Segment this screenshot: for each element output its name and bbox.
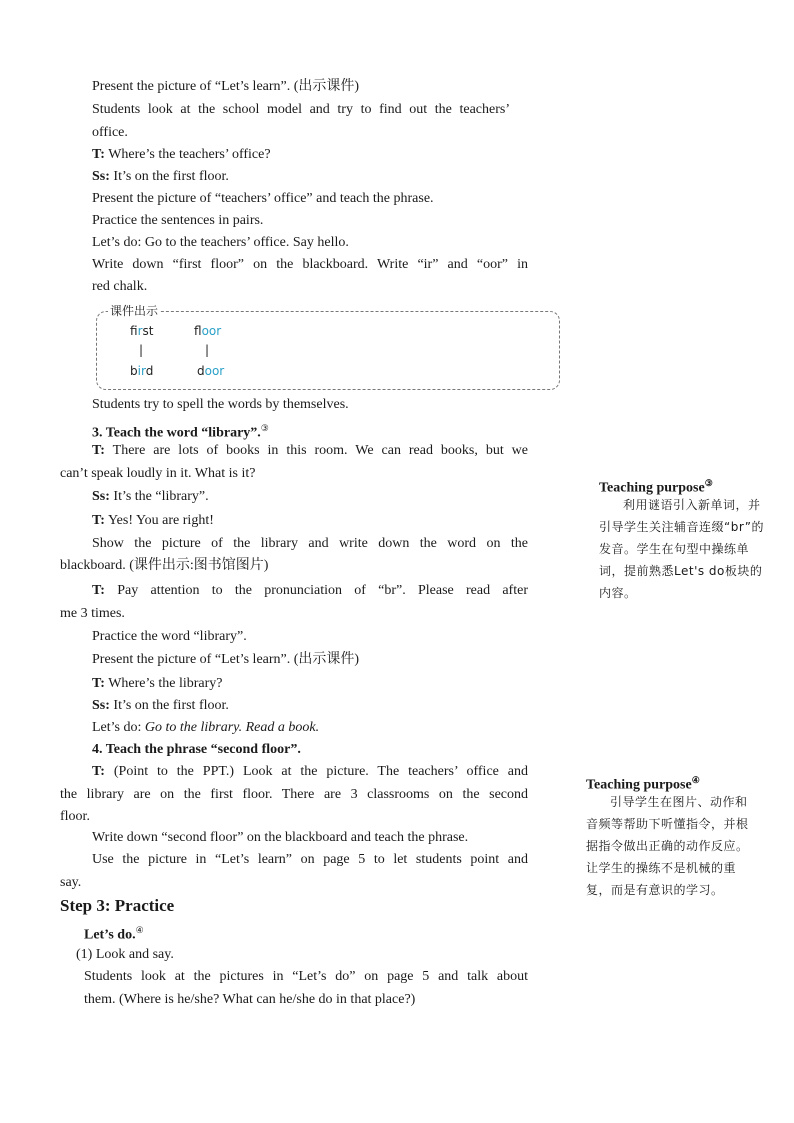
- text-line: office.: [92, 125, 128, 140]
- text-line: Write down “second floor” on the blackboard and teach the phrase.: [92, 830, 469, 845]
- text-line: can’t speak loudly in it. What is it?: [60, 466, 256, 481]
- dialogue-line: [92, 442, 528, 460]
- text-line: floor.: [60, 809, 90, 824]
- word-first: first: [130, 324, 154, 338]
- courseware-box: [96, 311, 560, 390]
- speaker: Ss:: [92, 489, 110, 504]
- utterance: Pay attention to the pronunciation of “br”. Please read after: [104, 583, 528, 598]
- dialogue-line: [92, 146, 271, 164]
- word-floor: floor: [194, 324, 222, 338]
- text-line: Present the picture of “Let’s learn”. (出示课件): [92, 79, 360, 94]
- teaching-purpose-body: 利用谜语引入新单词，并引导学生关注辅音连缀“br”的发音。学生在句型中操练单词，提前熟悉Let's do板块的内容。: [599, 498, 764, 600]
- step-heading: Step 3: Practice: [60, 896, 175, 915]
- section-heading: 4. Teach the phrase “second floor”.: [92, 742, 301, 757]
- text-line: Practice the word “library”.: [92, 629, 247, 644]
- speaker: T:: [92, 676, 105, 691]
- speaker: T:: [92, 583, 105, 598]
- text-line: Use the picture in “Let’s learn” on page 5 to let students point and: [92, 852, 528, 867]
- text-line: Present the picture of “Let’s learn”. (出示课件): [92, 652, 360, 667]
- utterance: It’s on the first floor.: [109, 698, 229, 713]
- text-line: me 3 times.: [60, 606, 125, 621]
- teaching-purpose-title: Teaching purpose④: [586, 775, 700, 793]
- utterance: Where’s the teachers’ office?: [104, 147, 271, 162]
- utterance: Yes! You are right!: [104, 513, 214, 528]
- speaker: Ss:: [92, 169, 110, 184]
- utterance: It’s on the first floor.: [109, 169, 229, 184]
- dialogue-line: [92, 697, 229, 715]
- utterance: There are lots of books in this room. We can read books, but we: [104, 443, 528, 458]
- utterance: (Point to the PPT.) Look at the picture. The teachers’ office and: [104, 764, 528, 779]
- speaker: T:: [92, 147, 105, 162]
- text-line: say.: [60, 875, 82, 890]
- text-line: Present the picture of “teachers’ office” and teach the phrase.: [92, 191, 434, 206]
- section-heading: 3. Teach the word “library”.③: [92, 423, 269, 441]
- text-line: Students look at the school model and try to find out the teachers’: [92, 102, 510, 117]
- courseware-box-label: 课件出示: [110, 304, 159, 318]
- speaker: Ss:: [92, 698, 110, 713]
- text-line: blackboard. (课件出示:图书馆图片): [60, 558, 269, 573]
- word-door: door: [197, 364, 225, 378]
- dialogue-line: [92, 763, 528, 781]
- teaching-purpose-title: Teaching purpose③: [599, 478, 713, 496]
- utterance: It’s the “library”.: [109, 489, 209, 504]
- text-line: Let’s do: Go to the library. Read a book.: [92, 720, 320, 735]
- list-item: (1) Look and say.: [76, 947, 174, 962]
- text-line: Write down “first floor” on the blackboard. Write “ir” and “oor” in: [92, 257, 528, 272]
- speaker: T:: [92, 764, 105, 779]
- text-line: Let’s do: Go to the teachers’ office. Say hello.: [92, 235, 349, 250]
- text-line: Students look at the pictures in “Let’s do” on page 5 and talk about: [84, 969, 528, 984]
- speaker: T:: [92, 513, 105, 528]
- dialogue-line: [92, 675, 223, 693]
- teaching-purpose-body: 引导学生在图片、动作和音频等帮助下听懂指令，并根据指令做出正确的动作反应。让学生的操练不是机械的重复，而是有意识的学习。: [586, 795, 749, 897]
- word-bird: bird: [130, 364, 154, 378]
- sub-heading: Let’s do.④: [84, 925, 144, 943]
- dialogue-line: [92, 168, 229, 186]
- text-line: Show the picture of the library and write down the word on the: [92, 536, 528, 551]
- text-line: them. (Where is he/she? What can he/she do in that place?): [84, 992, 416, 1007]
- text-line: Students try to spell the words by themselves.: [92, 397, 349, 412]
- text-line: the library are on the first floor. There are 3 classrooms on the second: [60, 787, 528, 802]
- speaker: T:: [92, 443, 105, 458]
- text-line: red chalk.: [92, 279, 148, 294]
- dialogue-line: [92, 488, 209, 506]
- dialogue-line: [92, 582, 528, 600]
- dialogue-line: [92, 512, 214, 530]
- divider-bar: |: [139, 343, 144, 357]
- text-line: Practice the sentences in pairs.: [92, 213, 264, 228]
- utterance: Where’s the library?: [104, 676, 223, 691]
- divider-bar: |: [205, 343, 210, 357]
